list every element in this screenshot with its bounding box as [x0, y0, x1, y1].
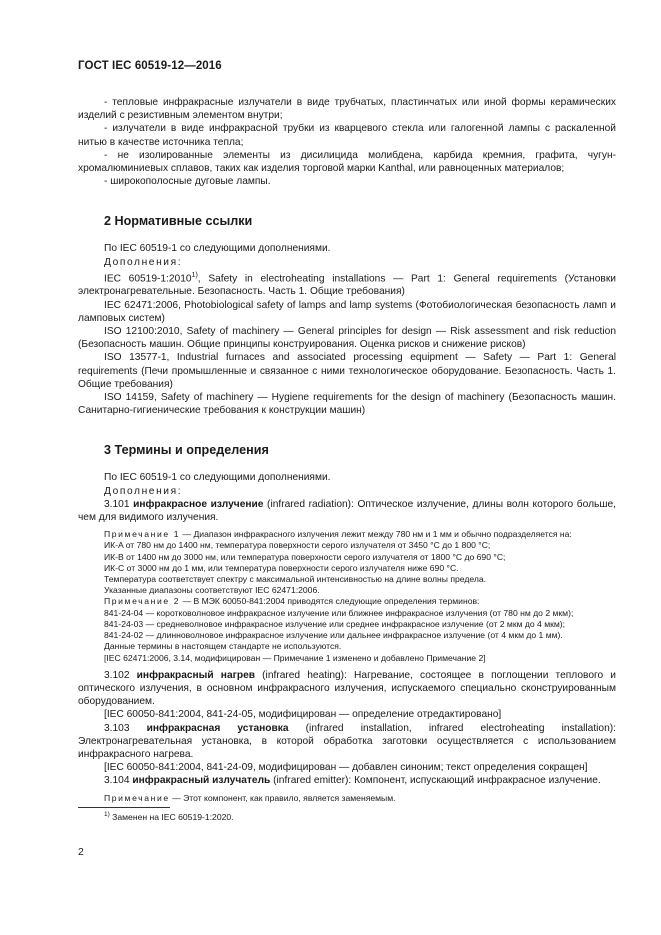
reference-item: ISO 12100:2010, Safety of machinery — General principles for design — Risk assessment and risk reduction (Безопасность машин. Общие принципы конструирования. Оценка рисков и снижение рисков) [78, 326, 616, 351]
document-header: ГОСТ IEC 60519-12—2016 [78, 60, 222, 72]
section3-additions: Дополнения: [104, 485, 183, 497]
note-2: Примечание 2 — В МЭК 60050-841:2004 приводятся следующие определения терминов: [104, 596, 480, 607]
term-source: [IEC 60050-841:2004, 841-24-05, модифицирован — определение отредактировано] [104, 709, 502, 721]
note-line: Данные термины в настоящем стандарте не используются. [104, 641, 342, 652]
note-1: Примечание 1 — Диапазон инфракрасного излучения лежит между 780 нм и 1 мм и обычно подразделяется на: [104, 529, 572, 540]
footnote-ref: 1) [191, 271, 198, 279]
footnote-divider [78, 807, 170, 808]
note-line: Указанные диапазоны соответствуют IEC 62471:2006. [104, 585, 320, 596]
reference-item: IEC 62471:2006, Photobiological safety of lamps and lamp systems (Фотобиологическая безопасность ламп и ламповых систем) [78, 299, 616, 324]
list-item: - тепловые инфракрасные излучатели в виде трубчатых, пластинчатых или иной формы керамических изделий с резистивным элементом внутри; [78, 97, 616, 122]
footnote: $^{1)}$ Заменен на IEC 60519-1:2020. [104, 810, 234, 822]
section-heading-3: 3 Термины и определения [104, 443, 269, 458]
reference-item: IEC 60519-1:2010$^{1)}$, Safety in electroheating installations — Part 1: General requirements (Установки электронагревательные. Безопасность. Часть 1. Общие требования) [78, 271, 616, 298]
note-line: [IEC 62471:2006, 3.14, модифицирован — Примечание 1 изменено и добавлено Примечание 2] [104, 652, 486, 663]
document-body [78, 96, 616, 823]
list-item: - не изолированные элементы из дисилицида молибдена, карбида кремния, графита, чугун-хромалюминиевых сплавов, таких как изделия торговой марки Kanthal, или равноценных материалов; [78, 149, 616, 175]
note-line: 841-24-03 — средневолновое инфракрасное излучение или среднее инфракрасное излучение (от 2 мкм до 4 мкм); [104, 618, 566, 629]
note-3: Примечание — Этот компонент, как правило, является заменяемым. [104, 792, 396, 803]
term-3-101: 3.101 инфракрасное излучение (infrared radiation): Оптическое излучение, длины волн которого больше, чем для видимого излучения. [78, 498, 617, 524]
note-line: 841-24-02 — длинноволновое инфракрасное излучение или дальнее инфракрасное излучение (от 4 мкм до 1 мм). [104, 630, 563, 641]
reference-item: ISO 13577-1, Industrial furnaces and associated processing equipment — Safety — Part 1: General requirements (Печи промышленные и связанное с ними технологическое оборудование. Безопасность. Часть 1. Общие требования) [78, 352, 616, 390]
section3-intro: По IEC 60519-1 со следующими дополнениями. [104, 472, 331, 484]
section2-intro: По IEC 60519-1 со следующими дополнениями. [104, 243, 331, 255]
section2-additions: Дополнения: [104, 256, 183, 268]
document-page [78, 0, 616, 935]
page-number: 2 [78, 846, 84, 858]
note-line: ИК-A от 780 нм до 1400 нм, температура поверхности серого излучателя от 3450 °C до 1 800 °C; [104, 540, 491, 551]
list-item: - широкополосные дуговые лампы. [104, 176, 271, 188]
note-line: ИК-B от 1400 нм до 3000 нм, или температура поверхности серого излучателя от 1800 °C до 690 °C; [104, 551, 506, 562]
reference-item: ISO 14159, Safety of machinery — Hygiene requirements for the design of machinery (Безопасность машин. Санитарно-гигиенические требования к конструкции машин) [78, 392, 616, 417]
term-3-103: 3.103 инфракрасная установка (infrared installation, infrared electroheating installation): Электронагревательная установка, в которой обработка заготовки осуществляется с использованием инфракрасного нагрева. [78, 722, 616, 760]
list-item: - излучатели в виде инфракрасной трубки из кварцевого стекла или галогенной лампы с раскаленной нитью в качестве источника тепла; [78, 123, 616, 148]
section-heading-2: 2 Нормативные ссылки [104, 214, 253, 229]
term-3-104: 3.104 инфракрасный излучатель (infrared emitter): Компонент, испускающий инфракрасное излучение. [104, 775, 601, 787]
term-3-102: 3.102 инфракрасный нагрев (infrared heating): Нагревание, состоящее в поглощении теплового и оптического излучения, в основном инфракрасного излучения, испускаемого специально сконструированным оборудованием. [78, 669, 616, 708]
note-line: 841-24-04 — коротковолновое инфракрасное излучение или ближнее инфракрасное излучения (от 780 нм до 2 мкм); [104, 607, 574, 618]
term-source: [IEC 60050-841:2004, 841-24-09, модифицирован — добавлен синоним; текст определения сокращен] [104, 762, 588, 774]
note-line: Температура соответствует спектру с максимальной интенсивностью на длине волны предела. [104, 574, 487, 585]
note-line: ИК-C от 3000 нм до 1 мм, или температура поверхности серого излучателя ниже 690 °C. [104, 562, 459, 573]
